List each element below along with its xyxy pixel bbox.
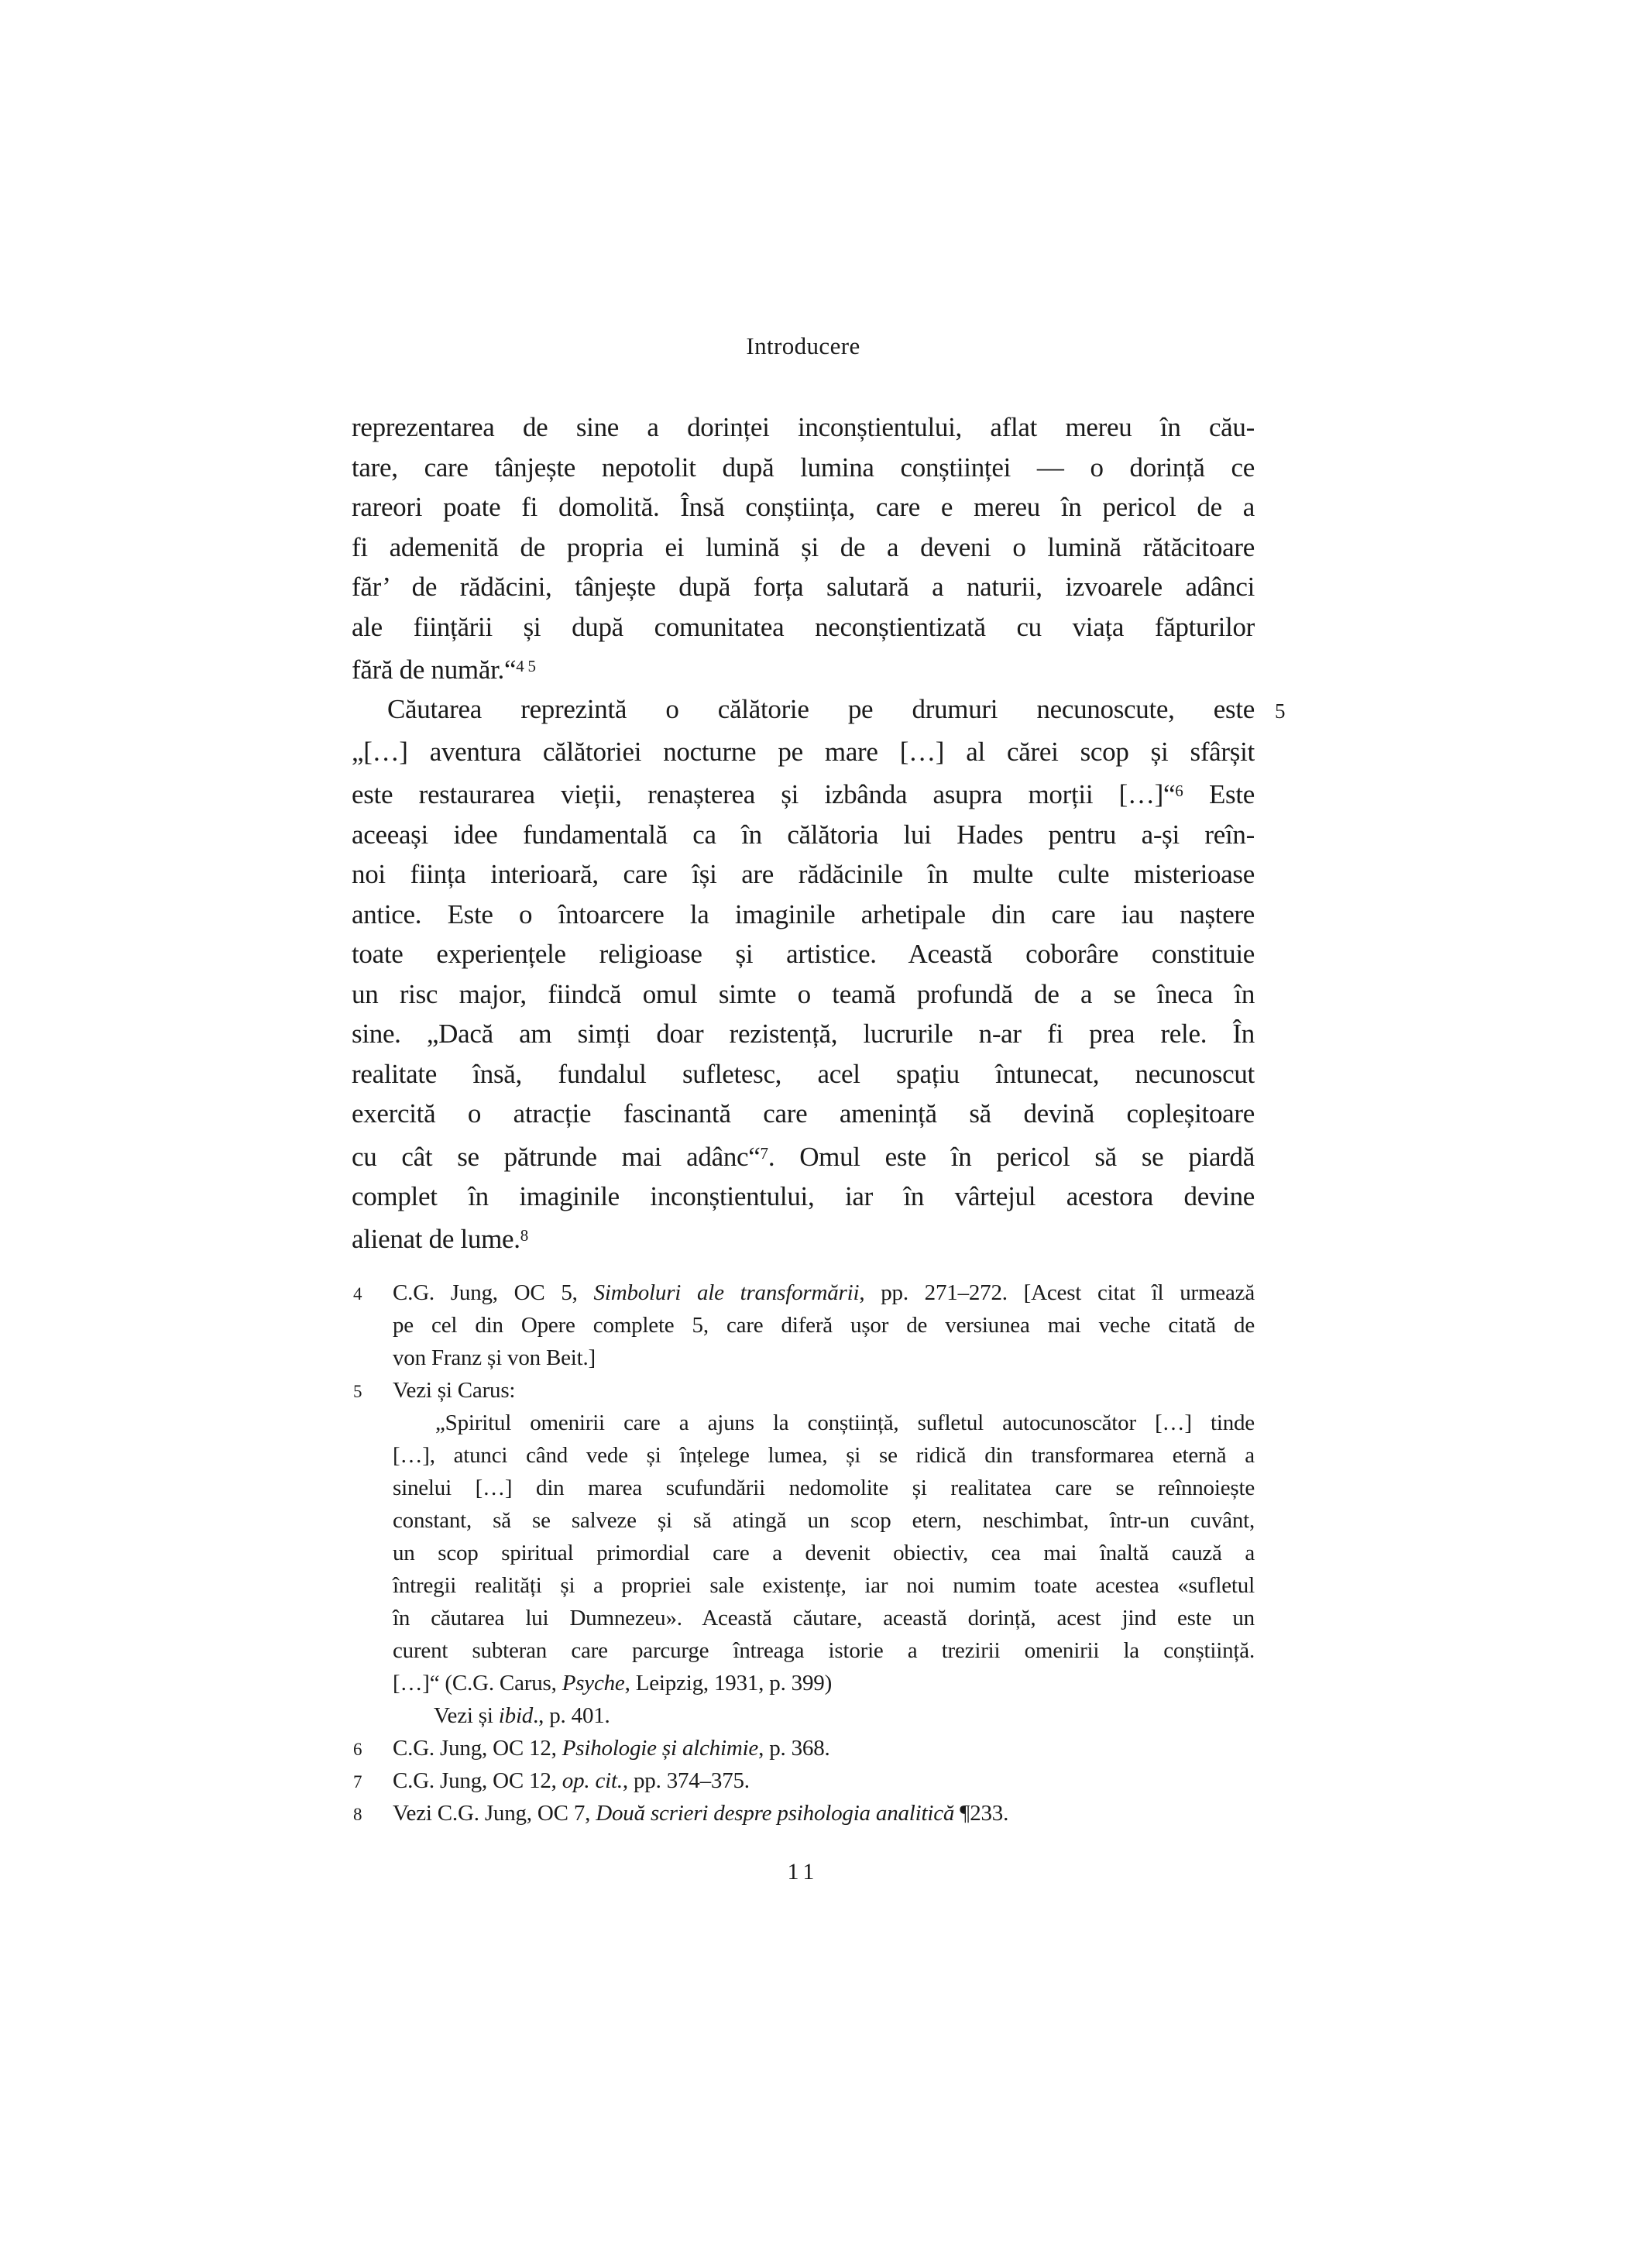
footnote xyxy=(352,1374,1255,1732)
text-line: antice. Este o întoarcere la imaginile arhetipale din care iau naștere xyxy=(352,898,1255,929)
text-line: fără de număr.“$^{4 5}$ xyxy=(352,654,536,685)
footnotes-section xyxy=(352,1276,1255,1830)
text-line: cu cât se pătrunde mai adânc“$^7$. Omul este în pericol să se piardă xyxy=(352,1141,1255,1172)
text-line: sine. „Dacă am simți doar rezistență, lucrurile n-ar fi prea rele. În xyxy=(352,1019,1255,1050)
italic-title: Psyche xyxy=(562,1671,625,1696)
text-line: Vezi și ibid., p. 401. xyxy=(434,1703,610,1728)
text-line: C.G. Jung, OC 12, Psihologie și alchimie, p. 368. xyxy=(393,1736,830,1761)
text-line: toate experiențele religioase și artistice. Această coborâre constituie xyxy=(352,939,1255,970)
page-number: 11 xyxy=(787,1859,819,1885)
text-line: făr’ de rădăcini, tânjește după forța salutară a naturii, izvoarele adânci xyxy=(352,572,1255,602)
footnote-marker: 7 xyxy=(760,1143,768,1163)
text-line: exercită o atracție fascinantă care amenință să devină copleșitoare xyxy=(352,1098,1255,1129)
text-line: alienat de lume.$^8$ xyxy=(352,1224,529,1255)
text-line: Vezi C.G. Jung, OC 7, Două scrieri despre psihologia analitică ¶233. xyxy=(393,1801,1009,1826)
footnote-number: 4 xyxy=(353,1284,362,1304)
text-line: constant, să se salveze și să atingă un scop etern, neschimbat, într-un cuvânt, xyxy=(393,1508,1255,1533)
italic-title: Simboluri ale transformării xyxy=(593,1280,860,1305)
margin-paragraph-number: 5 xyxy=(1275,699,1286,723)
text-line: C.G. Jung, OC 12, op. cit., pp. 374–375. xyxy=(393,1768,750,1793)
text-line: pe cel din Opere complete 5, care diferă ușor de versiunea mai veche citată de xyxy=(393,1313,1255,1338)
text-line: von Franz și von Beit.] xyxy=(393,1345,596,1370)
footnote xyxy=(352,1732,1255,1764)
text-line: „[…] aventura călătoriei nocturne pe mare […] al cărei scop și sfârșit xyxy=(352,736,1255,767)
text-line: un risc major, fiindcă omul simte o teamă profundă de a se îneca în xyxy=(352,978,1255,1009)
text-line: un scop spiritual primordial care a devenit obiectiv, cea mai înaltă cauză a xyxy=(393,1541,1255,1565)
text-line: reprezentarea de sine a dorinței inconștientului, aflat mereu în cău- xyxy=(352,412,1255,442)
text-line: „Spiritul omenirii care a ajuns la conștiință, sufletul autocunoscător […] tinde xyxy=(435,1410,1255,1435)
footnote-number: 5 xyxy=(353,1382,362,1401)
text-line: tare, care tânjește nepotolit după lumina conștiinței — o dorință ce xyxy=(352,452,1255,483)
text-line: sinelui […] din marea scufundării nedomolite și realitatea care se reînnoiește xyxy=(393,1476,1255,1500)
text-line: C.G. Jung, OC 5, Simboluri ale transformării, pp. 271–272. [Acest citat îl urmează xyxy=(393,1280,1255,1305)
text-line: Căutarea reprezintă o călătorie pe drumuri necunoscute, este 5 xyxy=(387,694,1286,725)
text-line: ale ființării și după comunitatea neconștientizată cu viața făpturilor xyxy=(352,611,1255,642)
footnote xyxy=(352,1276,1255,1374)
text-line: întregii realități și a propriei sale existențe, iar noi numim toate acestea «sufletul xyxy=(393,1573,1255,1598)
text-line: este restaurarea vieții, renașterea și izbânda asupra morții […]“$^6$ Este xyxy=(352,779,1255,810)
chapter-running-head: Introducere xyxy=(746,332,860,359)
footnote-marker: 4 5 xyxy=(516,657,536,675)
text-line: noi ființa interioară, care își are rădăcinile în multe culte misterioase xyxy=(352,859,1255,890)
text-line: aceeași idee fundamentală ca în călătoria lui Hades pentru a-și reîn- xyxy=(352,819,1255,850)
body-text xyxy=(352,407,1286,1259)
italic-title: Două scrieri despre psihologia analitică xyxy=(596,1801,955,1826)
footnote-number: 6 xyxy=(353,1740,362,1759)
text-line: curent subteran care parcurge întreaga istorie a trezirii omenirii la conștiință. xyxy=(393,1638,1255,1663)
text-line: în căutarea lui Dumnezeu». Această căutare, această dorință, acest jind este un xyxy=(393,1606,1255,1630)
footnote xyxy=(352,1764,1255,1797)
footnote xyxy=(352,1797,1255,1830)
footnote-number: 8 xyxy=(353,1805,362,1824)
text-line: fi ademenită de propria ei lumină și de a deveni o lumină rătăcitoare xyxy=(352,531,1255,562)
footnote-marker: 8 xyxy=(520,1226,529,1245)
italic-title: ibid xyxy=(498,1703,534,1728)
text-line: Vezi și Carus: xyxy=(393,1378,516,1403)
text-line: rareori poate fi domolită. Însă conștiința, care e mereu în pericol de a xyxy=(352,492,1255,522)
italic-title: Psihologie și alchimie xyxy=(562,1736,759,1761)
footnote-number: 7 xyxy=(353,1772,362,1792)
text-line: realitate însă, fundalul sufletesc, acel spațiu întunecat, necunoscut xyxy=(352,1058,1255,1089)
text-line: […]“ (C.G. Carus, Psyche, Leipzig, 1931, p. 399) xyxy=(393,1671,833,1696)
italic-title: op. cit. xyxy=(562,1768,623,1793)
footnote-marker: 6 xyxy=(1175,782,1183,801)
text-line: complet în imaginile inconștientului, iar în vârtejul acestora devine xyxy=(352,1180,1255,1211)
text-line: […], atunci când vede și înțelege lumea, și se ridică din transformarea eternă a xyxy=(393,1443,1255,1468)
